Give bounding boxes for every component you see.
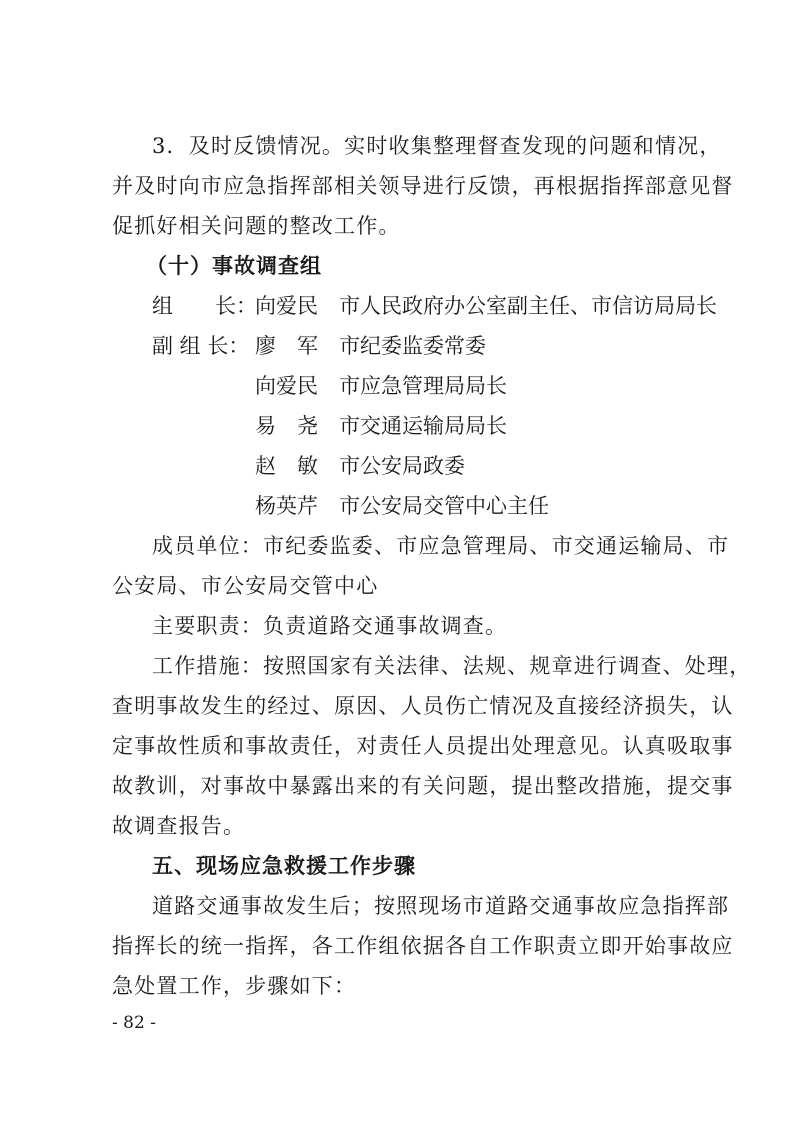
section-heading: 五、现场应急救援工作步骤: [152, 854, 416, 878]
page-number: - 82 -: [112, 1013, 156, 1033]
paragraph-line: 促抓好相关问题的整改工作。: [112, 214, 401, 238]
paragraph-line: 3．及时反馈情况。实时收集整理督查发现的问题和情况，: [152, 134, 722, 158]
paragraph-line: 工作措施：按照国家有关法律、法规、规章进行调查、处理，: [152, 654, 752, 678]
roster-title: 市公安局政委: [339, 454, 465, 478]
roster-name: 杨英芹: [255, 494, 318, 518]
paragraph-line: 急处置工作，步骤如下：: [112, 974, 357, 998]
roster-title: 市应急管理局局长: [339, 374, 507, 398]
paragraph-line: 故调查报告。: [112, 814, 246, 838]
paragraph-line: 查明事故发生的经过、原因、人员伤亡情况及直接经济损失，认: [112, 694, 734, 718]
roster-name: 向爱民: [255, 374, 318, 398]
section-heading: （十）事故调查组: [146, 254, 322, 278]
roster-name: 向爱民: [255, 294, 318, 318]
roster-title: 市纪委监委常委: [339, 334, 486, 358]
roster-role: 组 长：: [152, 294, 257, 318]
roster-role: 副 组 长：: [152, 334, 250, 358]
paragraph-line: 并及时向市应急指挥部相关领导进行反馈，再根据指挥部意见督: [112, 174, 734, 198]
roster-name: 廖 军: [255, 334, 318, 358]
paragraph-line: 道路交通事故发生后；按照现场市道路交通事故应急指挥部: [152, 894, 730, 918]
paragraph-line: 主要职责：负责道路交通事故调查。: [152, 614, 508, 638]
roster-title: 市公安局交管中心主任: [339, 494, 549, 518]
paragraph-line: 公安局、市公安局交管中心: [112, 574, 379, 598]
roster-name: 赵 敏: [255, 454, 318, 478]
roster-title: 市交通运输局局长: [339, 414, 507, 438]
roster-title: 市人民政府办公室副主任、市信访局局长: [339, 294, 717, 318]
paragraph-line: 指挥长的统一指挥，各工作组依据各自工作职责立即开始事故应: [112, 934, 734, 958]
paragraph-line: 故教训，对事故中暴露出来的有关问题，提出整改措施，提交事: [112, 774, 734, 798]
paragraph-line: 成员单位：市纪委监委、市应急管理局、市交通运输局、市: [152, 534, 730, 558]
roster-name: 易 尧: [255, 414, 318, 438]
paragraph-line: 定事故性质和事故责任，对责任人员提出处理意见。认真吸取事: [112, 734, 734, 758]
